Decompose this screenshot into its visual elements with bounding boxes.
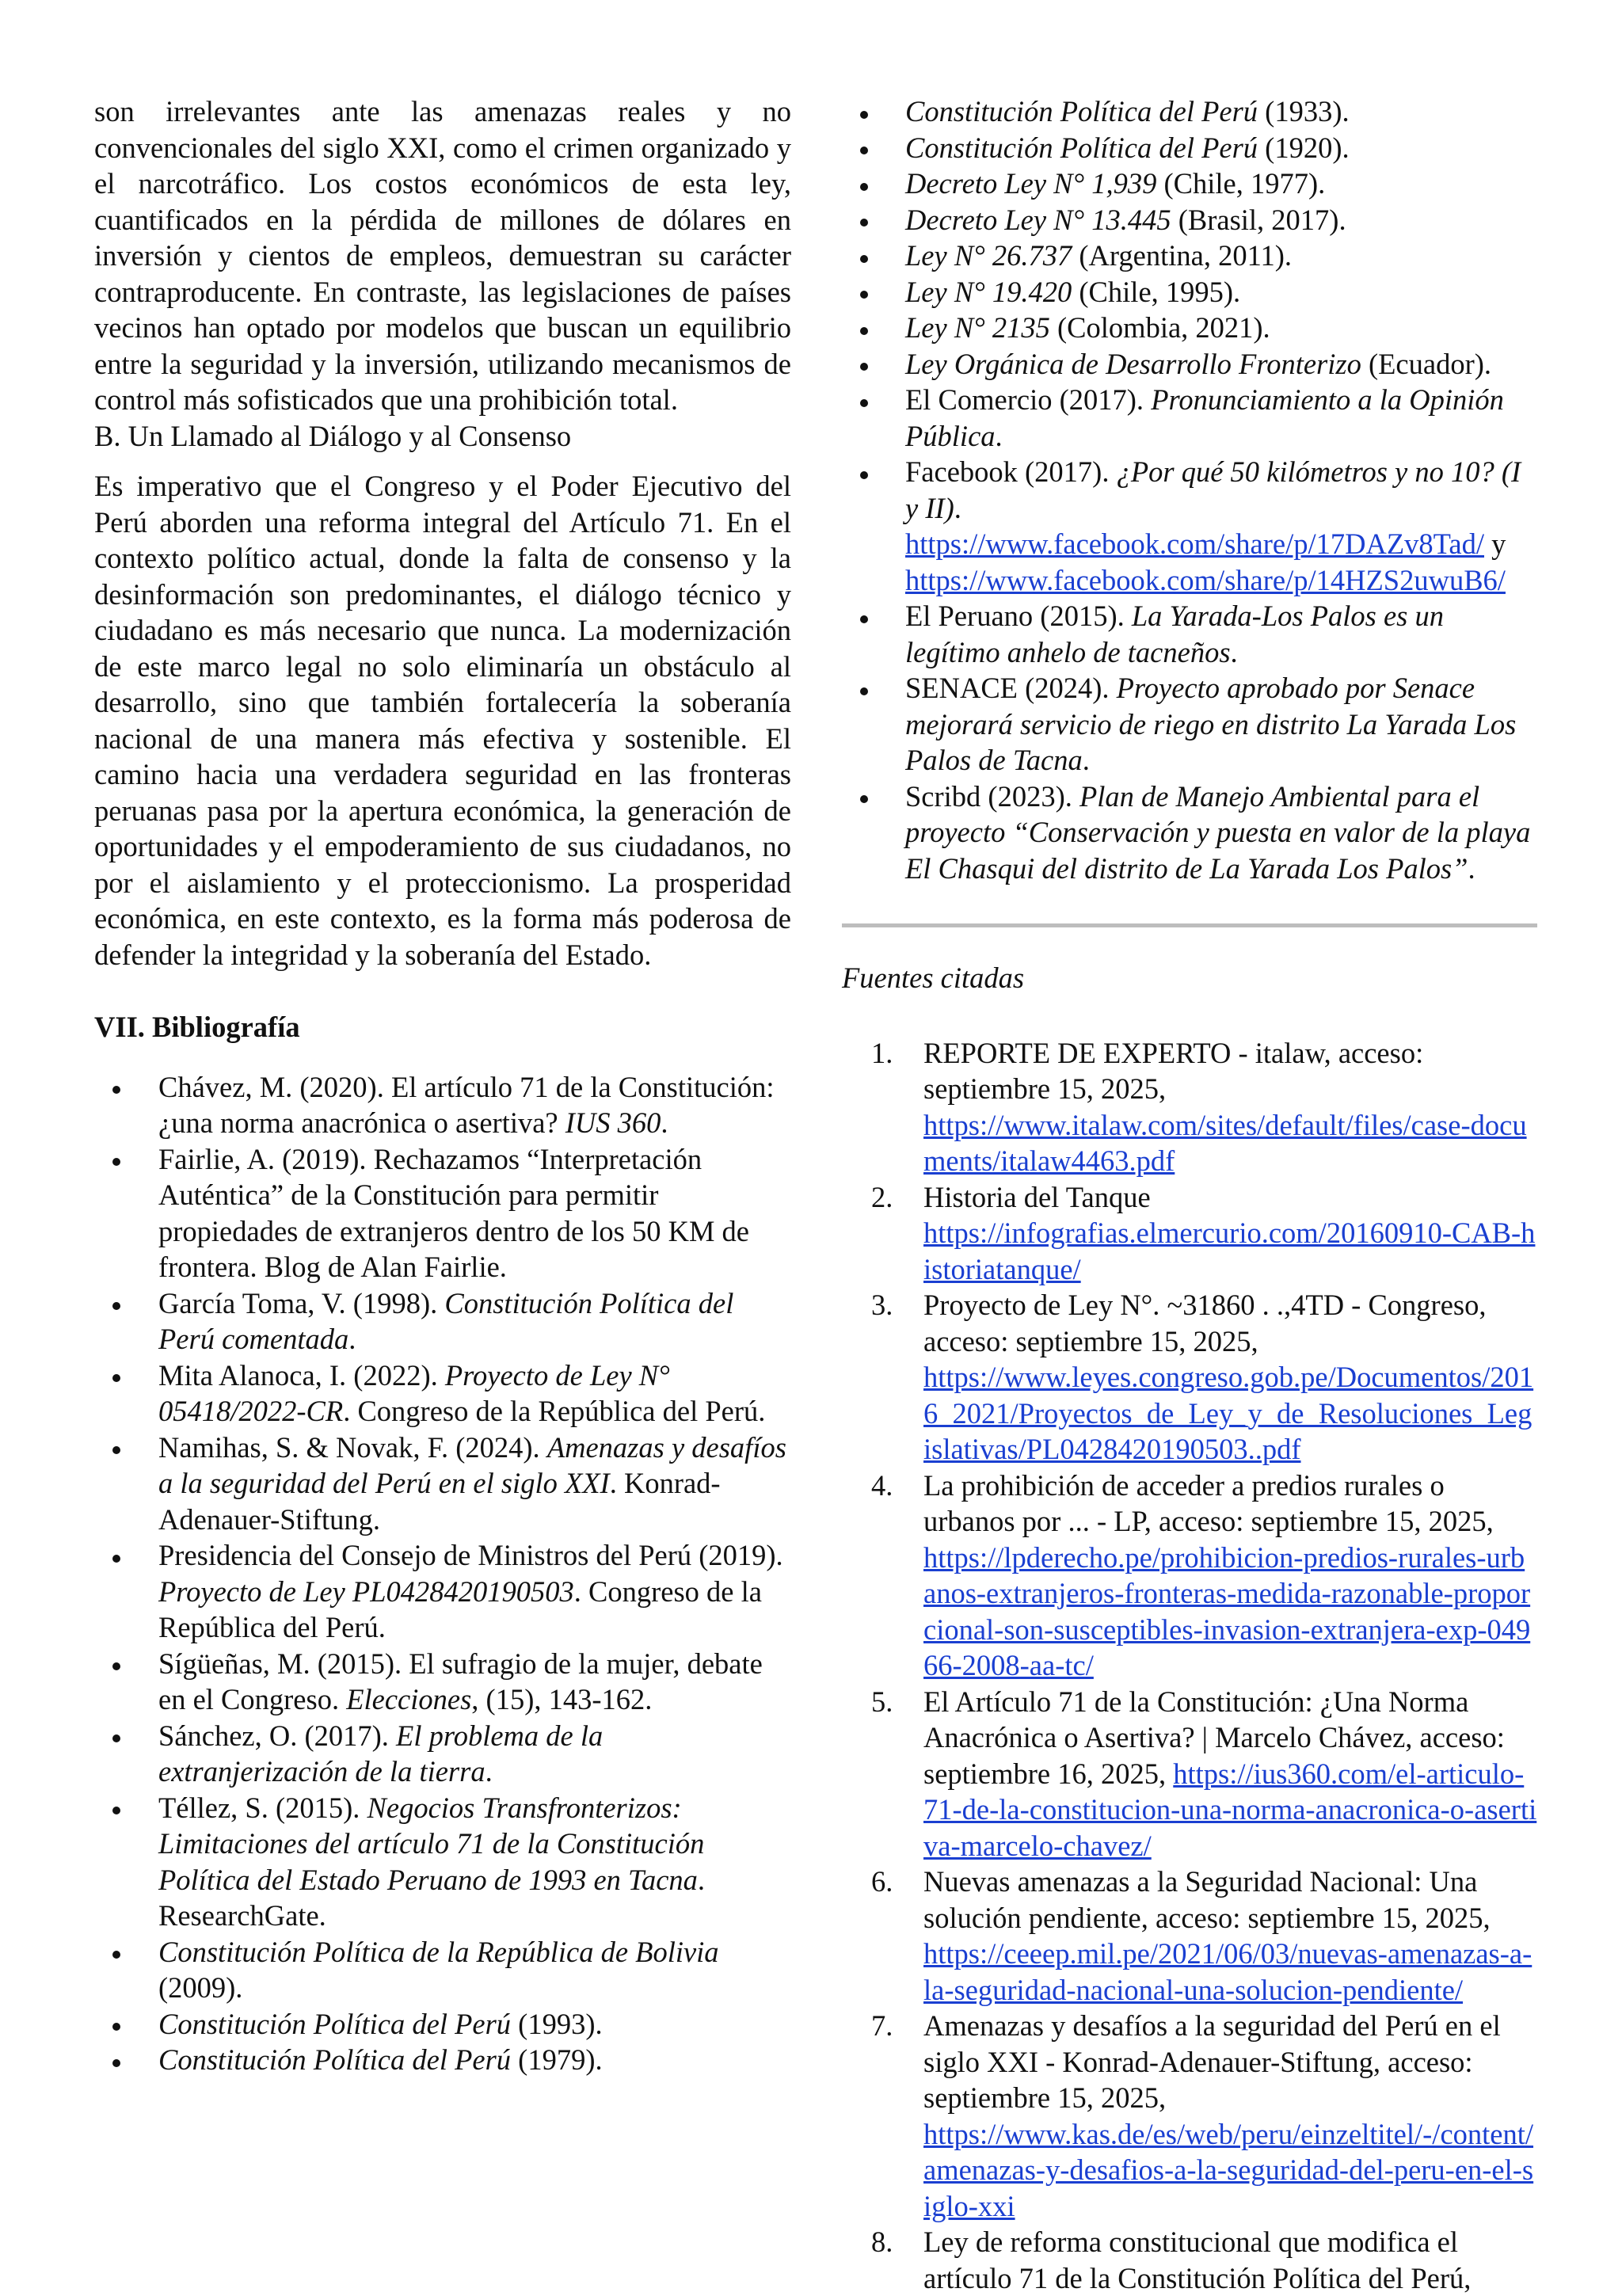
bullet-icon xyxy=(856,93,872,130)
bibliography-item: Sígüeñas, M. (2015). El sufragio de la mujer, debate en el Congreso. Elecciones, (15), 143-162. xyxy=(94,1646,791,1718)
bullet-icon xyxy=(856,130,872,166)
bullet-icon xyxy=(109,1285,124,1322)
bibliography-item: Ley Orgánica de Desarrollo Fronterizo (Ecuador). xyxy=(842,346,1537,383)
right-column xyxy=(842,93,1537,2296)
bullet-icon xyxy=(856,310,872,346)
bibliography-item: Constitución Política del Perú (1933). xyxy=(842,93,1537,130)
source-link[interactable]: https://www.italaw.com/sites/default/files/case-documents/italaw4463.pdf xyxy=(923,1109,1527,1178)
bullet-icon xyxy=(856,670,872,706)
bibliography-item: Decreto Ley N° 13.445 (Brasil, 2017). xyxy=(842,202,1537,238)
bullet-icon xyxy=(109,1790,124,1826)
bullet-icon xyxy=(109,2042,124,2078)
bibliography-item: Mita Alanoca, I. (2022). Proyecto de Ley N° 05418/2022-CR. Congreso de la República del Perú. xyxy=(94,1357,791,1430)
source-link[interactable]: https://infografias.elmercurio.com/20160910-CAB-historiatanque/ xyxy=(923,1217,1535,1285)
source-link[interactable]: https://lpderecho.pe/prohibicion-predios-rurales-urbanos-extranjeros-fronteras-medida-razonable-proporcional-son-susceptibles-invasion-extranjera-exp-04966-2008-aa-tc/ xyxy=(923,1541,1530,1682)
sources-title: Fuentes citadas xyxy=(842,960,1537,996)
facebook-link-2[interactable]: https://www.facebook.com/share/p/14HZS2uwuB6/ xyxy=(905,564,1506,596)
bibliography-list-right xyxy=(842,93,1537,886)
bibliography-item: Namihas, S. & Novak, F. (2024). Amenazas y desafíos a la seguridad del Perú en el siglo XXI. Konrad-Adenauer-Stiftung. xyxy=(94,1430,791,1538)
source-item: 7. Amenazas y desafíos a la seguridad del Perú en el siglo XXI - Konrad-Adenauer-Stiftung, acceso: septiembre 15, 2025, https://www.kas.de/es/web/peru/einzeltitel/-/content/amenazas-y-desafios-a-la-seguridad-del-peru-en-el-siglo-xxi xyxy=(842,2008,1537,2224)
source-link[interactable]: https://ius360.com/el-articulo-71-de-la-constitucion-una-norma-anacronica-o-asertiva-marcelo-chavez/ xyxy=(923,1757,1536,1862)
bullet-icon xyxy=(856,454,872,490)
source-item: 5. El Artículo 71 de la Constitución: ¿Una Norma Anacrónica o Asertiva? | Marcelo Chávez, acceso: septiembre 16, 2025, https://ius360.com/el-articulo-71-de-la-constitucion-una-norma-anacronica-o-asertiva-marcelo-chavez/ xyxy=(842,1684,1537,1864)
source-item: 3. Proyecto de Ley N°. ~31860 . .,4TD - Congreso, acceso: septiembre 15, 2025, https://www.leyes.congreso.gob.pe/Documentos/2016_2021/Proyectos_de_Ley_y_de_Resoluciones_Legislativas/PL0428420190503..pdf xyxy=(842,1287,1537,1468)
bullet-icon xyxy=(109,1069,124,1106)
bullet-icon xyxy=(109,1646,124,1682)
bullet-icon xyxy=(109,2006,124,2043)
bibliography-item: Chávez, M. (2020). El artículo 71 de la Constitución: ¿una norma anacrónica o asertiva? IUS 360. xyxy=(94,1069,791,1141)
bibliography-title: VII. Bibliografía xyxy=(94,1009,791,1045)
section-divider xyxy=(842,923,1537,927)
bullet-icon xyxy=(109,1430,124,1466)
bibliography-item: Fairlie, A. (2019). Rechazamos “Interpretación Auténtica” de la Constitución para permitir propiedades de extranjeros dentro de los 50 KM de frontera. Blog de Alan Fairlie. xyxy=(94,1141,791,1285)
bullet-icon xyxy=(109,1141,124,1178)
bibliography-item: El Peruano (2015). La Yarada-Los Palos es un legítimo anhelo de tacneños. xyxy=(842,598,1537,670)
bullet-icon xyxy=(856,382,872,418)
bullet-icon xyxy=(856,166,872,202)
section-b-title: B. Un Llamado al Diálogo y al Consenso xyxy=(94,418,791,455)
bibliography-item: García Toma, V. (1998). Constitución Política del Perú comentada. xyxy=(94,1285,791,1357)
source-link[interactable]: https://www.kas.de/es/web/peru/einzeltitel/-/content/amenazas-y-desafios-a-la-seguridad-del-peru-en-el-siglo-xxi xyxy=(923,2118,1533,2222)
section-b-paragraph: Es imperativo que el Congreso y el Poder Ejecutivo del Perú aborden una reforma integral del Artículo 71. En el contexto político actual, donde la falta de consenso y la desinformación son predominantes, el diálogo técnico y ciudadano es más necesario que nunca. La modernización de este marco legal no solo eliminaría un obstáculo al desarrollo, sino que también fortalecería la soberanía nacional de una manera más efectiva y sostenible. El camino hacia una verdadera seguridad en las fronteras peruanas pasa por la apertura económica, la generación de oportunidades y el empoderamiento de sus ciudadanos, no por el aislamiento y el proteccionismo. La prosperidad económica, en este contexto, es la forma más poderosa de defender la integridad y la soberanía del Estado. xyxy=(94,468,791,973)
bullet-icon xyxy=(856,779,872,815)
bullet-icon xyxy=(109,1357,124,1394)
source-item: 1. REPORTE DE EXPERTO - italaw, acceso: septiembre 15, 2025, https://www.italaw.com/sites/default/files/case-documents/italaw4463.pdf xyxy=(842,1035,1537,1179)
source-item: 8. Ley de reforma constitucional que modifica el artículo 71 de la Constitución Política del Perú, xyxy=(842,2224,1537,2296)
bibliography-item: SENACE (2024). Proyecto aprobado por Senace mejorará servicio de riego en distrito La Yarada Los Palos de Tacna. xyxy=(842,670,1537,779)
bibliography-item: Scribd (2023). Plan de Manejo Ambiental para el proyecto “Conservación y puesta en valor de la playa El Chasqui del distrito de La Yarada Los Palos”. xyxy=(842,779,1537,887)
source-item: 6. Nuevas amenazas a la Seguridad Nacional: Una solución pendiente, acceso: septiembre 15, 2025, https://ceeep.mil.pe/2021/06/03/nuevas-amenazas-a-la-seguridad-nacional-una-solucion-pendiente/ xyxy=(842,1864,1537,2008)
bullet-icon xyxy=(856,202,872,238)
bibliography-item: Presidencia del Consejo de Ministros del Perú (2019). Proyecto de Ley PL0428420190503. Congreso de la República del Perú. xyxy=(94,1537,791,1646)
bibliography-item: Ley N° 2135 (Colombia, 2021). xyxy=(842,310,1537,346)
bullet-icon xyxy=(109,1718,124,1754)
source-link[interactable]: https://ceeep.mil.pe/2021/06/03/nuevas-amenazas-a-la-seguridad-nacional-una-solucion-pendiente/ xyxy=(923,1937,1532,2006)
source-item: 4. La prohibición de acceder a predios rurales o urbanos por ... - LP, acceso: septiembre 15, 2025, https://lpderecho.pe/prohibicion-predios-rurales-urbanos-extranjeros-fronteras-medida-razonable-proporcional-son-susceptibles-invasion-extranjera-exp-04966-2008-aa-tc/ xyxy=(842,1468,1537,1684)
bibliography-item: Ley N° 26.737 (Argentina, 2011). xyxy=(842,238,1537,274)
bibliography-item: El Comercio (2017). Pronunciamiento a la Opinión Pública. xyxy=(842,382,1537,454)
facebook-link-1[interactable]: https://www.facebook.com/share/p/17DAZv8Tad/ xyxy=(905,527,1484,560)
intro-paragraph: son irrelevantes ante las amenazas reales y no convencionales del siglo XXI, como el crimen organizado y el narcotráfico. Los costos económicos de esta ley, cuantificados en la pérdida de millones de dólares en inversión y cientos de empleos, demuestran su carácter contraproducente. En contraste, las legislaciones de países vecinos han optado por modelos que buscan un equilibrio entre la seguridad y la inversión, utilizando mecanismos de control más sofisticados que una prohibición total. xyxy=(94,93,791,418)
bibliography-item: Ley N° 19.420 (Chile, 1995). xyxy=(842,274,1537,310)
bullet-icon xyxy=(109,1537,124,1574)
source-link[interactable]: https://www.leyes.congreso.gob.pe/Documentos/2016_2021/Proyectos_de_Ley_y_de_Resoluciones_Legislativas/PL0428420190503..pdf xyxy=(923,1361,1533,1465)
bullet-icon xyxy=(856,346,872,383)
source-item: 2. Historia del Tanque https://infografias.elmercurio.com/20160910-CAB-historiatanque/ xyxy=(842,1179,1537,1288)
bullet-icon xyxy=(856,274,872,310)
bibliography-item: Decreto Ley N° 1,939 (Chile, 1977). xyxy=(842,166,1537,202)
bibliography-list-left xyxy=(94,1069,791,2078)
bibliography-item-facebook: Facebook (2017). ¿Por qué 50 kilómetros y no 10? (I y II). https://www.facebook.com/share/p/17DAZv8Tad/ y https://www.facebook.com/share/p/14HZS2uwuB6/ xyxy=(842,454,1537,598)
bibliography-item: Constitución Política de la República de Bolivia (2009). xyxy=(94,1934,791,2006)
bullet-icon xyxy=(856,598,872,634)
bibliography-item: Téllez, S. (2015). Negocios Transfronterizos: Limitaciones del artículo 71 de la Constitución Política del Estado Peruano de 1993 en Tacna. ResearchGate. xyxy=(94,1790,791,1934)
bibliography-item: Constitución Política del Perú (1979). xyxy=(94,2042,791,2078)
bibliography-item: Constitución Política del Perú (1993). xyxy=(94,2006,791,2043)
bullet-icon xyxy=(109,1934,124,1970)
bibliography-item: Constitución Política del Perú (1920). xyxy=(842,130,1537,166)
bullet-icon xyxy=(856,238,872,274)
sources-list xyxy=(842,1035,1537,2296)
bibliography-item: Sánchez, O. (2017). El problema de la extranjerización de la tierra. xyxy=(94,1718,791,1790)
left-column xyxy=(94,93,791,2078)
